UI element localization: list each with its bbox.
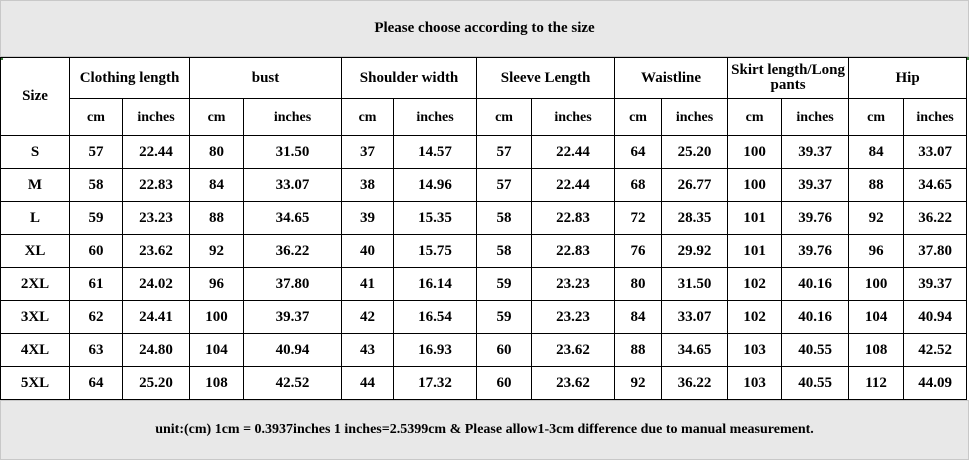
value-cell: 43 <box>342 334 394 367</box>
value-cell: 58 <box>477 235 532 268</box>
value-cell: 33.07 <box>662 301 728 334</box>
value-cell: 108 <box>849 334 904 367</box>
value-cell: 92 <box>190 235 244 268</box>
size-cell: 4XL <box>1 334 70 367</box>
value-cell: 36.22 <box>904 202 967 235</box>
value-cell: 63 <box>70 334 123 367</box>
value-cell: 42.52 <box>904 334 967 367</box>
value-cell: 25.20 <box>662 136 728 169</box>
value-cell: 101 <box>728 202 782 235</box>
value-cell: 17.32 <box>394 367 477 400</box>
value-cell: 40.94 <box>904 301 967 334</box>
unit-header: inches <box>904 99 967 136</box>
unit-header: inches <box>782 99 849 136</box>
size-cell: 5XL <box>1 367 70 400</box>
unit-header: cm <box>342 99 394 136</box>
value-cell: 33.07 <box>244 169 342 202</box>
value-cell: 59 <box>477 301 532 334</box>
value-cell: 37 <box>342 136 394 169</box>
value-cell: 22.44 <box>532 169 615 202</box>
value-cell: 24.80 <box>123 334 190 367</box>
header-sleeve-length: Sleeve Length <box>477 58 615 99</box>
value-cell: 40.55 <box>782 367 849 400</box>
value-cell: 80 <box>615 268 662 301</box>
value-cell: 96 <box>190 268 244 301</box>
value-cell: 37.80 <box>244 268 342 301</box>
value-cell: 42 <box>342 301 394 334</box>
value-cell: 57 <box>477 169 532 202</box>
size-cell: L <box>1 202 70 235</box>
table-row <box>1 235 967 268</box>
table-row <box>1 169 967 202</box>
value-cell: 76 <box>615 235 662 268</box>
value-cell: 34.65 <box>662 334 728 367</box>
value-cell: 29.92 <box>662 235 728 268</box>
value-cell: 23.23 <box>123 202 190 235</box>
value-cell: 41 <box>342 268 394 301</box>
table-row <box>1 202 967 235</box>
value-cell: 28.35 <box>662 202 728 235</box>
value-cell: 36.22 <box>662 367 728 400</box>
header-shoulder-width: Shoulder width <box>342 58 477 99</box>
value-cell: 23.23 <box>532 301 615 334</box>
value-cell: 84 <box>615 301 662 334</box>
value-cell: 36.22 <box>244 235 342 268</box>
value-cell: 80 <box>190 136 244 169</box>
header-skirt-length: Skirt length/Long pants <box>728 58 849 99</box>
value-cell: 14.57 <box>394 136 477 169</box>
unit-header: cm <box>849 99 904 136</box>
value-cell: 64 <box>70 367 123 400</box>
value-cell: 24.41 <box>123 301 190 334</box>
chart-title-bar <box>0 0 969 57</box>
value-cell: 23.62 <box>532 367 615 400</box>
value-cell: 59 <box>477 268 532 301</box>
value-cell: 40 <box>342 235 394 268</box>
value-cell: 42.52 <box>244 367 342 400</box>
table-row <box>1 334 967 367</box>
value-cell: 58 <box>70 169 123 202</box>
unit-header: inches <box>244 99 342 136</box>
value-cell: 102 <box>728 301 782 334</box>
table-row <box>1 268 967 301</box>
value-cell: 101 <box>728 235 782 268</box>
value-cell: 100 <box>728 169 782 202</box>
unit-header: cm <box>477 99 532 136</box>
footer-note: unit:(cm) 1cm = 0.3937inches 1 inches=2.5399cm & Please allow1-3cm difference due to manual measurement. <box>155 422 814 437</box>
value-cell: 84 <box>190 169 244 202</box>
table-row <box>1 301 967 334</box>
header-clothing-length: Clothing length <box>70 58 190 99</box>
value-cell: 16.14 <box>394 268 477 301</box>
value-cell: 103 <box>728 367 782 400</box>
value-cell: 84 <box>849 136 904 169</box>
value-cell: 15.75 <box>394 235 477 268</box>
header-hip: Hip <box>849 58 967 99</box>
header-size: Size <box>1 58 70 136</box>
unit-header: cm <box>190 99 244 136</box>
value-cell: 62 <box>70 301 123 334</box>
value-cell: 64 <box>615 136 662 169</box>
value-cell: 88 <box>615 334 662 367</box>
value-cell: 16.93 <box>394 334 477 367</box>
value-cell: 25.20 <box>123 367 190 400</box>
unit-header: cm <box>615 99 662 136</box>
size-cell: XL <box>1 235 70 268</box>
value-cell: 40.16 <box>782 301 849 334</box>
unit-header: inches <box>662 99 728 136</box>
value-cell: 34.65 <box>904 169 967 202</box>
value-cell: 22.83 <box>532 235 615 268</box>
size-cell: S <box>1 136 70 169</box>
value-cell: 100 <box>849 268 904 301</box>
value-cell: 22.83 <box>532 202 615 235</box>
header-row-units <box>1 99 967 136</box>
value-cell: 34.65 <box>244 202 342 235</box>
unit-header: inches <box>123 99 190 136</box>
value-cell: 60 <box>70 235 123 268</box>
value-cell: 40.94 <box>244 334 342 367</box>
value-cell: 39.37 <box>782 136 849 169</box>
value-cell: 100 <box>728 136 782 169</box>
table-row <box>1 367 967 400</box>
value-cell: 14.96 <box>394 169 477 202</box>
value-cell: 92 <box>615 367 662 400</box>
value-cell: 39.76 <box>782 202 849 235</box>
value-cell: 23.62 <box>532 334 615 367</box>
value-cell: 104 <box>190 334 244 367</box>
unit-header: cm <box>728 99 782 136</box>
header-waistline: Waistline <box>615 58 728 99</box>
unit-header: inches <box>532 99 615 136</box>
value-cell: 44 <box>342 367 394 400</box>
value-cell: 23.62 <box>123 235 190 268</box>
value-cell: 102 <box>728 268 782 301</box>
table-row <box>1 136 967 169</box>
value-cell: 16.54 <box>394 301 477 334</box>
size-cell: M <box>1 169 70 202</box>
value-cell: 23.23 <box>532 268 615 301</box>
header-bust: bust <box>190 58 342 99</box>
value-cell: 39.37 <box>904 268 967 301</box>
header-row-groups <box>1 58 967 99</box>
value-cell: 72 <box>615 202 662 235</box>
value-cell: 39 <box>342 202 394 235</box>
value-cell: 57 <box>477 136 532 169</box>
value-cell: 68 <box>615 169 662 202</box>
value-cell: 60 <box>477 367 532 400</box>
chart-title: Please choose according to the size <box>374 20 595 36</box>
value-cell: 22.44 <box>123 136 190 169</box>
value-cell: 22.83 <box>123 169 190 202</box>
size-cell: 2XL <box>1 268 70 301</box>
value-cell: 104 <box>849 301 904 334</box>
value-cell: 37.80 <box>904 235 967 268</box>
value-cell: 38 <box>342 169 394 202</box>
value-cell: 31.50 <box>662 268 728 301</box>
unit-header: inches <box>394 99 477 136</box>
value-cell: 44.09 <box>904 367 967 400</box>
value-cell: 22.44 <box>532 136 615 169</box>
value-cell: 31.50 <box>244 136 342 169</box>
value-cell: 60 <box>477 334 532 367</box>
unit-header: cm <box>70 99 123 136</box>
value-cell: 40.55 <box>782 334 849 367</box>
value-cell: 40.16 <box>782 268 849 301</box>
value-cell: 61 <box>70 268 123 301</box>
value-cell: 58 <box>477 202 532 235</box>
value-cell: 39.37 <box>782 169 849 202</box>
value-cell: 92 <box>849 202 904 235</box>
value-cell: 15.35 <box>394 202 477 235</box>
size-table <box>0 57 967 400</box>
value-cell: 100 <box>190 301 244 334</box>
footer-note-bar <box>0 400 969 460</box>
value-cell: 88 <box>849 169 904 202</box>
size-cell: 3XL <box>1 301 70 334</box>
value-cell: 39.76 <box>782 235 849 268</box>
value-cell: 33.07 <box>904 136 967 169</box>
value-cell: 112 <box>849 367 904 400</box>
value-cell: 108 <box>190 367 244 400</box>
value-cell: 59 <box>70 202 123 235</box>
value-cell: 103 <box>728 334 782 367</box>
value-cell: 57 <box>70 136 123 169</box>
value-cell: 96 <box>849 235 904 268</box>
value-cell: 26.77 <box>662 169 728 202</box>
value-cell: 39.37 <box>244 301 342 334</box>
value-cell: 24.02 <box>123 268 190 301</box>
value-cell: 88 <box>190 202 244 235</box>
